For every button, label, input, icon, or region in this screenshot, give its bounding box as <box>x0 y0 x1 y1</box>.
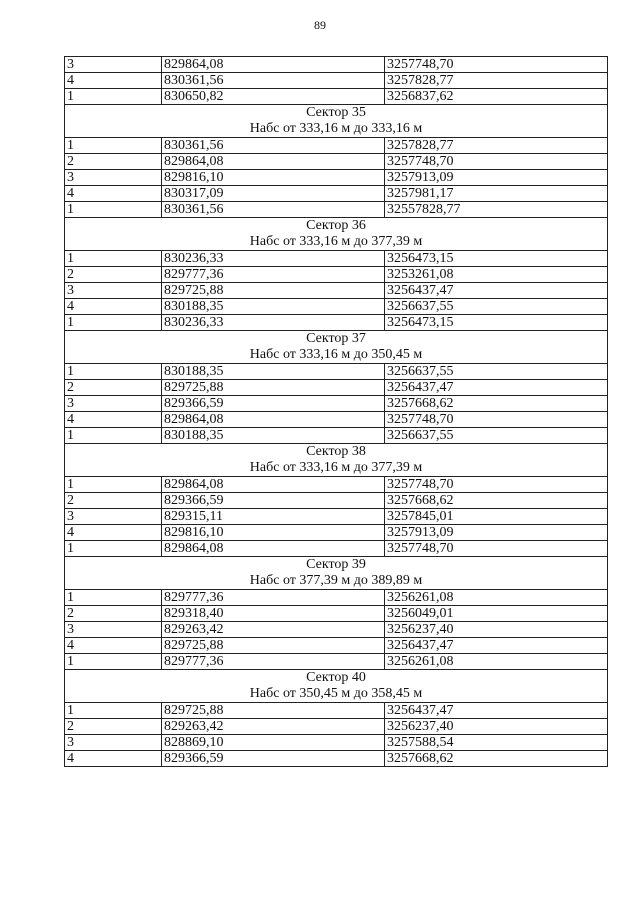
y-coordinate-cell: 3257845,01 <box>385 509 608 525</box>
sector-header <box>65 670 608 703</box>
sector-header <box>65 331 608 364</box>
x-coordinate-cell: 829366,59 <box>162 751 385 767</box>
point-number-cell: 1 <box>65 654 162 670</box>
point-number-cell: 2 <box>65 380 162 396</box>
table-row <box>65 154 608 170</box>
table-row <box>65 57 608 73</box>
y-coordinate-cell: 32557828,77 <box>385 202 608 218</box>
x-coordinate-cell: 830317,09 <box>162 186 385 202</box>
point-number-cell: 2 <box>65 719 162 735</box>
y-coordinate-cell: 3256261,08 <box>385 590 608 606</box>
table-row <box>65 364 608 380</box>
sector-header-row <box>65 105 608 138</box>
table-row <box>65 267 608 283</box>
x-coordinate-cell: 829725,88 <box>162 638 385 654</box>
y-coordinate-cell: 3256237,40 <box>385 622 608 638</box>
y-coordinate-cell: 3256637,55 <box>385 428 608 444</box>
sector-header-row <box>65 557 608 590</box>
table-row <box>65 315 608 331</box>
sector-title: Сектор 40 <box>306 670 366 685</box>
sector-header <box>65 105 608 138</box>
point-number-cell: 1 <box>65 89 162 105</box>
y-coordinate-cell: 3257828,77 <box>385 73 608 89</box>
x-coordinate-cell: 829864,08 <box>162 477 385 493</box>
sector-title: Сектор 39 <box>306 557 366 572</box>
x-coordinate-cell: 829816,10 <box>162 525 385 541</box>
y-coordinate-cell: 3257668,62 <box>385 396 608 412</box>
table-row <box>65 380 608 396</box>
sector-title: Сектор 36 <box>306 218 366 233</box>
table-row <box>65 73 608 89</box>
table-row <box>65 493 608 509</box>
x-coordinate-cell: 830236,33 <box>162 251 385 267</box>
x-coordinate-cell: 829318,40 <box>162 606 385 622</box>
sector-height-range: Набс от 350,45 м до 358,45 м <box>249 686 423 701</box>
y-coordinate-cell: 3257828,77 <box>385 138 608 154</box>
table-row <box>65 509 608 525</box>
x-coordinate-cell: 830188,35 <box>162 428 385 444</box>
sector-height-range: Набс от 333,16 м до 377,39 м <box>249 460 423 475</box>
y-coordinate-cell: 3257913,09 <box>385 525 608 541</box>
x-coordinate-cell: 829725,88 <box>162 380 385 396</box>
y-coordinate-cell: 3256837,62 <box>385 89 608 105</box>
page-number: 89 <box>314 18 326 32</box>
table-row <box>65 299 608 315</box>
y-coordinate-cell: 3256637,55 <box>385 364 608 380</box>
y-coordinate-cell: 3256473,15 <box>385 251 608 267</box>
table-row <box>65 138 608 154</box>
table-row <box>65 412 608 428</box>
table-row <box>65 170 608 186</box>
point-number-cell: 1 <box>65 364 162 380</box>
point-number-cell: 1 <box>65 138 162 154</box>
point-number-cell: 4 <box>65 412 162 428</box>
sector-title: Сектор 37 <box>306 331 366 346</box>
y-coordinate-cell: 3257748,70 <box>385 477 608 493</box>
table-row <box>65 89 608 105</box>
coordinates-table-body <box>65 57 608 767</box>
table-row <box>65 428 608 444</box>
x-coordinate-cell: 828869,10 <box>162 735 385 751</box>
x-coordinate-cell: 829864,08 <box>162 412 385 428</box>
x-coordinate-cell: 830188,35 <box>162 364 385 380</box>
sector-header-row <box>65 218 608 251</box>
point-number-cell: 4 <box>65 186 162 202</box>
point-number-cell: 2 <box>65 154 162 170</box>
table-row <box>65 719 608 735</box>
y-coordinate-cell: 3256637,55 <box>385 299 608 315</box>
y-coordinate-cell: 3256237,40 <box>385 719 608 735</box>
x-coordinate-cell: 830361,56 <box>162 202 385 218</box>
y-coordinate-cell: 3257748,70 <box>385 541 608 557</box>
table-row <box>65 186 608 202</box>
y-coordinate-cell: 3253261,08 <box>385 267 608 283</box>
point-number-cell: 3 <box>65 57 162 73</box>
point-number-cell: 2 <box>65 606 162 622</box>
point-number-cell: 3 <box>65 509 162 525</box>
table-row <box>65 654 608 670</box>
table-row <box>65 251 608 267</box>
point-number-cell: 4 <box>65 73 162 89</box>
point-number-cell: 3 <box>65 735 162 751</box>
table-row <box>65 606 608 622</box>
x-coordinate-cell: 829725,88 <box>162 283 385 299</box>
x-coordinate-cell: 830361,56 <box>162 138 385 154</box>
point-number-cell: 1 <box>65 703 162 719</box>
x-coordinate-cell: 830188,35 <box>162 299 385 315</box>
point-number-cell: 2 <box>65 493 162 509</box>
sector-title: Сектор 35 <box>306 105 366 120</box>
point-number-cell: 1 <box>65 202 162 218</box>
table-row <box>65 638 608 654</box>
sector-height-range: Набс от 333,16 м до 350,45 м <box>249 347 423 362</box>
point-number-cell: 1 <box>65 541 162 557</box>
point-number-cell: 1 <box>65 315 162 331</box>
y-coordinate-cell: 3256437,47 <box>385 380 608 396</box>
sector-header <box>65 444 608 477</box>
y-coordinate-cell: 3256049,01 <box>385 606 608 622</box>
table-row <box>65 622 608 638</box>
sector-header <box>65 218 608 251</box>
coordinates-table <box>64 56 608 767</box>
point-number-cell: 3 <box>65 622 162 638</box>
sector-header <box>65 557 608 590</box>
y-coordinate-cell: 3257748,70 <box>385 154 608 170</box>
sector-height-range: Набс от 333,16 м до 333,16 м <box>249 121 423 136</box>
table-row <box>65 202 608 218</box>
x-coordinate-cell: 829725,88 <box>162 703 385 719</box>
y-coordinate-cell: 3256261,08 <box>385 654 608 670</box>
x-coordinate-cell: 829777,36 <box>162 267 385 283</box>
x-coordinate-cell: 830650,82 <box>162 89 385 105</box>
sector-header-row <box>65 670 608 703</box>
y-coordinate-cell: 3257588,54 <box>385 735 608 751</box>
point-number-cell: 3 <box>65 283 162 299</box>
table-row <box>65 396 608 412</box>
x-coordinate-cell: 829366,59 <box>162 493 385 509</box>
y-coordinate-cell: 3257668,62 <box>385 493 608 509</box>
point-number-cell: 2 <box>65 267 162 283</box>
point-number-cell: 1 <box>65 477 162 493</box>
table-row <box>65 541 608 557</box>
x-coordinate-cell: 829366,59 <box>162 396 385 412</box>
y-coordinate-cell: 3257748,70 <box>385 412 608 428</box>
point-number-cell: 1 <box>65 590 162 606</box>
x-coordinate-cell: 830236,33 <box>162 315 385 331</box>
table-row <box>65 703 608 719</box>
x-coordinate-cell: 829816,10 <box>162 170 385 186</box>
sector-header-row <box>65 444 608 477</box>
sector-header-row <box>65 331 608 364</box>
x-coordinate-cell: 829263,42 <box>162 622 385 638</box>
x-coordinate-cell: 829864,08 <box>162 154 385 170</box>
x-coordinate-cell: 829864,08 <box>162 57 385 73</box>
y-coordinate-cell: 3256437,47 <box>385 638 608 654</box>
x-coordinate-cell: 829777,36 <box>162 590 385 606</box>
x-coordinate-cell: 829263,42 <box>162 719 385 735</box>
table-row <box>65 751 608 767</box>
point-number-cell: 1 <box>65 428 162 444</box>
table-row <box>65 477 608 493</box>
y-coordinate-cell: 3256473,15 <box>385 315 608 331</box>
y-coordinate-cell: 3256437,47 <box>385 703 608 719</box>
table-row <box>65 590 608 606</box>
point-number-cell: 4 <box>65 525 162 541</box>
sector-height-range: Набс от 333,16 м до 377,39 м <box>249 234 423 249</box>
sector-title: Сектор 38 <box>306 444 366 459</box>
x-coordinate-cell: 829864,08 <box>162 541 385 557</box>
y-coordinate-cell: 3257748,70 <box>385 57 608 73</box>
x-coordinate-cell: 829777,36 <box>162 654 385 670</box>
x-coordinate-cell: 829315,11 <box>162 509 385 525</box>
point-number-cell: 4 <box>65 751 162 767</box>
table-row <box>65 283 608 299</box>
point-number-cell: 4 <box>65 638 162 654</box>
point-number-cell: 3 <box>65 170 162 186</box>
y-coordinate-cell: 3257668,62 <box>385 751 608 767</box>
point-number-cell: 4 <box>65 299 162 315</box>
x-coordinate-cell: 830361,56 <box>162 73 385 89</box>
y-coordinate-cell: 3257913,09 <box>385 170 608 186</box>
table-row <box>65 735 608 751</box>
sector-height-range: Набс от 377,39 м до 389,89 м <box>249 573 423 588</box>
point-number-cell: 3 <box>65 396 162 412</box>
point-number-cell: 1 <box>65 251 162 267</box>
y-coordinate-cell: 3257981,17 <box>385 186 608 202</box>
table-row <box>65 525 608 541</box>
y-coordinate-cell: 3256437,47 <box>385 283 608 299</box>
